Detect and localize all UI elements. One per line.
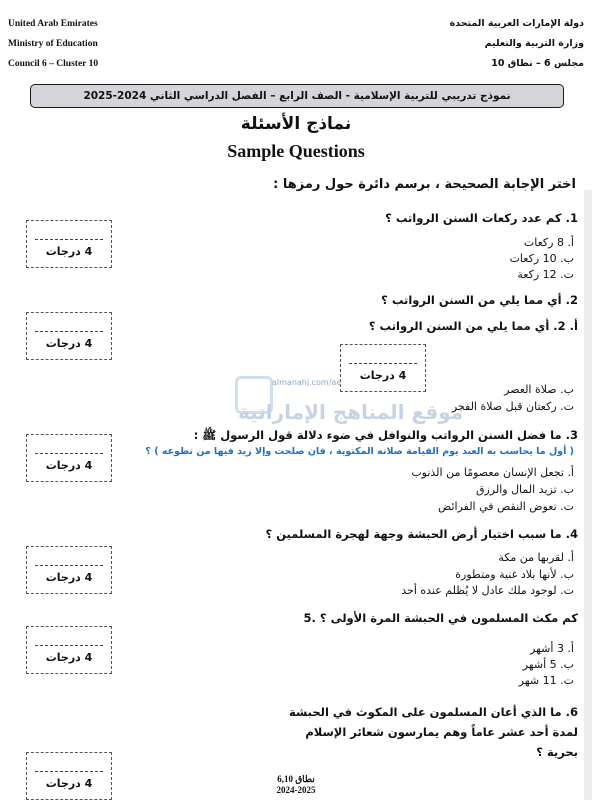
q3-option-c: ت. تعوض النقص في الفرائض — [437, 500, 574, 513]
grade-box-q3 — [26, 434, 112, 482]
instruction: اختر الإجابة الصحيحة ، برسم دائرة حول رمزها : — [273, 177, 576, 192]
page-title-ar: نماذج الأسئلة — [240, 114, 352, 134]
question-4: 4. ما سبب اختيار أرض الحبشة وجهة لهجرة المسلمين ؟ — [265, 527, 578, 541]
exam-banner: نموذج تدريبي للتربية الإسلامية - الصف الرابع – الفصل الدراسي الثاني 2024-2025 — [30, 84, 564, 108]
q5-option-b: ب. 5 أشهر — [522, 658, 574, 671]
question-1: 1. كم عدد ركعات السنن الرواتب ؟ — [385, 211, 578, 225]
question-2-repeat: أ. 2. أي مما يلي من السنن الرواتب ؟ — [368, 319, 578, 333]
header-right — [450, 14, 584, 74]
grade-box-q2b — [340, 344, 426, 392]
header-left — [8, 14, 98, 74]
grade-box-q4 — [26, 546, 112, 594]
page-edge-shadow — [584, 190, 592, 800]
q4-option-a: أ. لقربها من مكة — [498, 551, 574, 564]
q2-option-c: ت. ركعتان قبل صلاة الفجر — [451, 400, 574, 413]
council-en: Council 6 – Cluster 10 — [8, 59, 99, 69]
grade-label: 4 درجات — [45, 651, 93, 664]
page-title-en: Sample Questions — [227, 141, 365, 161]
country-en: United Arab Emirates — [8, 19, 98, 29]
footer-year: 2024-2025 — [276, 785, 316, 795]
grade-box-q5 — [26, 626, 112, 674]
q3-option-b: ب. تزيد المال والرزق — [475, 483, 574, 496]
country-ar: دولة الإمارات العربية المتحدة — [449, 18, 584, 29]
grade-box-q2 — [26, 312, 112, 360]
q5-option-a: أ. 3 أشهر — [530, 642, 574, 655]
question-6: 6. ما الذي أعان المسلمون على المكوث في الحبشة لمدة أحد عشر عاماً وهم يمارسون شعائر الإسلام بحرية ؟ — [288, 705, 578, 759]
q1-option-c: ت. 12 ركعة — [517, 268, 574, 281]
grade-box-q1 — [26, 220, 112, 268]
question-2: 2. أي مما يلي من السنن الرواتب ؟ — [381, 293, 578, 307]
watermark-url: almanahj.com/ae — [272, 378, 342, 387]
footer — [0, 774, 592, 796]
grade-label: 4 درجات — [45, 571, 93, 584]
q1-option-b: ب. 10 ركعات — [509, 252, 574, 265]
q1-option-a: أ. 8 ركعات — [523, 236, 574, 249]
question-5: كم مكث المسلمون في الحبشة المرة الأولى ؟ .5 — [303, 611, 578, 625]
q4-option-c: ت. لوجود ملك عادل لا يُظلم عنده أحد — [401, 584, 574, 597]
q5-option-c: ت. 11 شهر — [518, 674, 574, 687]
council-ar: مجلس 6 – نطاق 10 — [491, 58, 584, 69]
grade-label: 4 درجات — [359, 369, 407, 382]
question-3: 3. ما فضل السنن الرواتب والنوافل في ضوء دلالة قول الرسول ﷺ : — [193, 428, 578, 442]
grade-label: 4 درجات — [45, 777, 93, 790]
watermark-text: موقع المناهج الإماراتية — [238, 400, 464, 424]
grade-label: 4 درجات — [45, 337, 93, 350]
q3-option-a: أ. تجعل الإنسان معصومًا من الذنوب — [411, 466, 574, 479]
grade-label: 4 درجات — [45, 245, 93, 258]
ministry-ar: وزارة التربية والتعليم — [484, 38, 584, 49]
q4-option-b: ب. لأنها بلاد غنية ومتطورة — [455, 568, 574, 581]
q3-hadith: ( أول ما يحاسب به العبد يوم القيامة صلاته المكتوبة ، فان صلحت وإلا زيد فيها من تطوعه ) ؟ — [145, 446, 574, 457]
q2-option-b: ب. صلاة العصر — [504, 383, 574, 396]
grade-label: 4 درجات — [45, 459, 93, 472]
footer-cluster: نطاق 6,10 — [277, 774, 315, 784]
ministry-en: Ministry of Education — [8, 39, 98, 49]
